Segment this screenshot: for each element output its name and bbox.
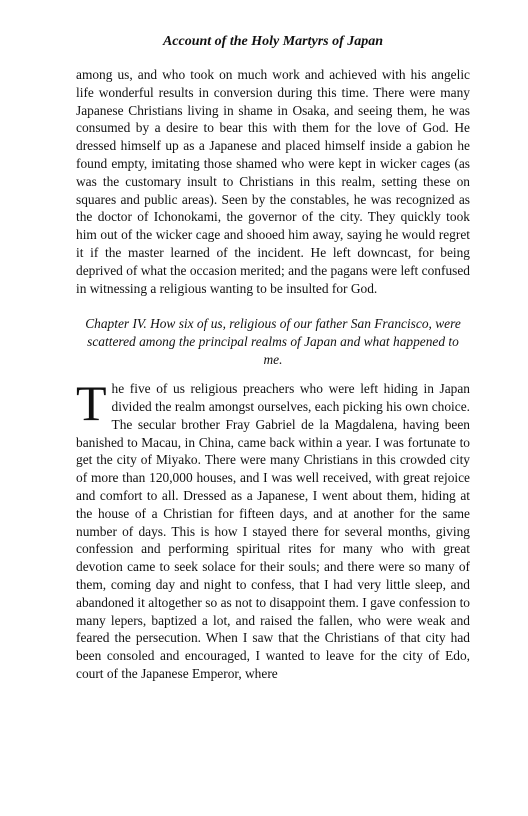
running-header-title: Account of the Holy Martyrs of Japan bbox=[162, 34, 384, 49]
body-paragraph-2: he five of us religious preachers who were left hiding in Japan divided the realm amongst ourselves, each picking his own choice. The secular brother Fray Gabriel de la Magdalena, having been banished to Macau, in China, came back within a year. I was fortunate to get the city of Miyako. There were many Christians in this crowded city of more than 120,000 houses, and I was well received, with great rejoice and comfort to all. Dressed as a Japanese, I went about them, hiding at the house of a Christian for fifteen days, and at another for the same number of days. This is how I stayed there for several months, giving confession and performing spiritual rites for many who with great devotion came to seek solace for their souls; and there were so many of them, coming day and night to confess, that I had very little sleep, and abandoned it altogether so as not to disappoint them. I gave confession to many lepers, baptized a lot, and raised the fallen, who were weak and feared the persecution. When I saw that the Christians of that city had been consoled and encouraged, I wanted to leave for the city of Edo, court of the Japanese Emperor, where bbox=[76, 381, 470, 681]
document-page bbox=[76, 33, 470, 683]
chapter-heading: Chapter IV. How six of us, religious of our father San Francisco, were scattered among the principal realms of Japan and what happened to me. bbox=[85, 316, 461, 367]
drop-cap: T bbox=[76, 375, 107, 432]
body-paragraph-2-container bbox=[76, 375, 470, 683]
body-paragraph-1: among us, and who took on much work and achieved with his angelic life wonderful results in conversion during this time. There were many Japanese Christians living in shame in Osaka, and seeing them, he was consumed by a desire to bear this with them for the love of God. He dressed himself up as a Japanese and placed himself inside a gabion he found empty, imitating those shamed who were kept in wicker cages (as was the customary insult to Christians in this realm, setting these on squares and public areas). Seen by the constables, he was recognized as the doctor of Ichonokami, the governor of the city. They quickly took him out of the wicker cage and shooed him away, saying he would regret it if the master learned of the incident. He left downcast, for being deprived of what the occasion merited; and the pagans were left confused in witnessing a religious wanting to be insulted for God. bbox=[76, 67, 470, 296]
